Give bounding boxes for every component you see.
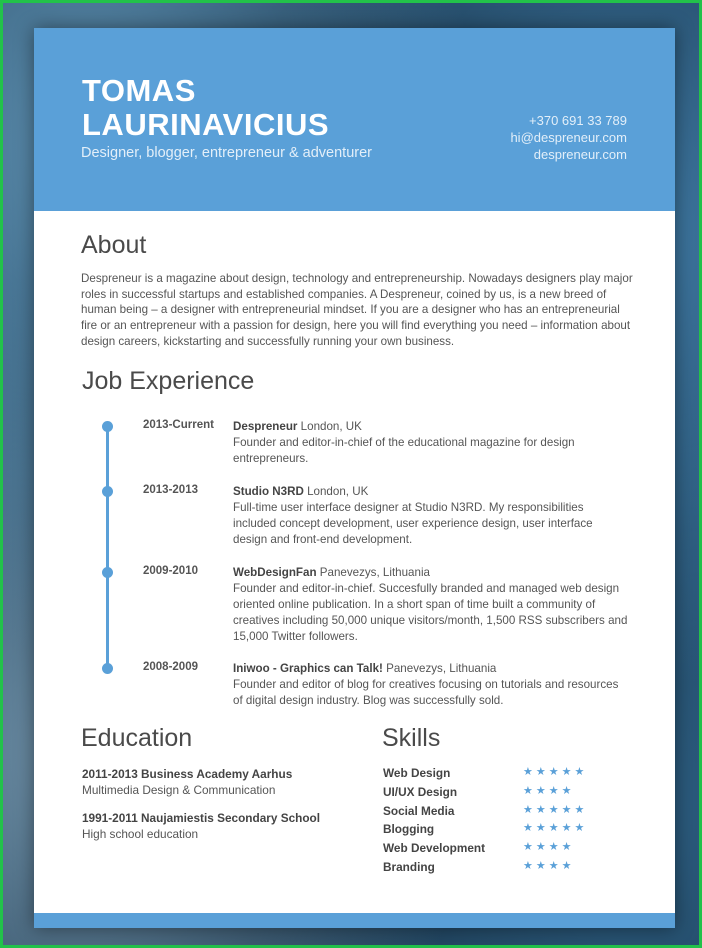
job-period: 2008-2009 xyxy=(143,661,198,673)
skill-row xyxy=(383,766,623,785)
job-period: 2013-Current xyxy=(143,419,214,431)
experience-heading: Job Experience xyxy=(82,367,255,395)
tagline: Designer, blogger, entrepreneur & adventurer xyxy=(81,145,372,161)
job-location: Panevezys, Lithuania xyxy=(319,566,430,579)
star-rating-icon: ★★★★★ xyxy=(523,766,588,778)
education-program: Multimedia Design & Communication xyxy=(82,783,276,797)
timeline-line xyxy=(106,425,109,670)
last-name: LAURINAVICIUS xyxy=(82,107,330,142)
job-body xyxy=(233,565,628,645)
star-rating-icon: ★★★★★ xyxy=(523,822,588,835)
star-rating-icon: ★★★★ xyxy=(523,859,575,872)
resume-header xyxy=(34,28,675,211)
job-body xyxy=(233,484,628,548)
skill-name: Web Development xyxy=(383,841,486,856)
education-entry xyxy=(82,766,292,798)
education-entry xyxy=(82,810,320,842)
timeline-dot xyxy=(102,486,113,497)
skill-row xyxy=(383,860,623,879)
skill-row xyxy=(383,841,623,860)
skill-row xyxy=(383,822,623,841)
contact-info xyxy=(510,112,627,163)
full-name xyxy=(82,75,329,140)
skills-list xyxy=(383,766,623,879)
timeline-dot xyxy=(102,421,113,432)
phone: +370 691 33 789 xyxy=(529,113,627,128)
job-description: Founder and editor-in-chief. Succesfully branded and managed web design oriented online publication. In a short span of time built a community of creatives including 50,000 unique visitors/month, 1,500 RSS subscribers and 15,000 Twitter followers. xyxy=(233,582,628,643)
job-location: London, UK xyxy=(307,485,369,498)
job-period: 2013-2013 xyxy=(143,484,198,496)
education-school: 2011-2013 Business Academy Aarhus xyxy=(82,767,293,781)
first-name: TOMAS xyxy=(82,73,196,108)
education-program: High school education xyxy=(82,827,199,841)
email: hi@despreneur.com xyxy=(510,130,627,145)
job-description: Full-time user interface designer at Studio N3RD. My responsibilities included concept development, user experience design, user interface design and front-end development. xyxy=(233,501,593,546)
education-school: 1991-2011 Naujamiestis Secondary School xyxy=(82,811,321,825)
job-body xyxy=(233,419,628,467)
job-company: WebDesignFan xyxy=(233,566,317,579)
star-rating-icon: ★★★★★ xyxy=(523,803,588,816)
skill-name: UI/UX Design xyxy=(383,784,458,799)
star-rating-icon: ★★★★ xyxy=(523,841,575,854)
education-heading: Education xyxy=(81,724,193,752)
job-location: London, UK xyxy=(300,420,362,433)
job-company: Studio N3RD xyxy=(233,485,304,498)
skill-name: Web Design xyxy=(383,766,451,780)
skill-name: Branding xyxy=(383,859,435,874)
job-company: Despreneur xyxy=(233,420,298,433)
skill-row xyxy=(383,804,623,823)
skill-name: Social Media xyxy=(383,803,455,818)
job-period: 2009-2010 xyxy=(143,565,198,577)
about-text: Despreneur is a magazine about design, technology and entrepreneurship. Nowadays designers play major roles in successful startups and established companies. A Despreneur, coined by us, is a new breed of human being – a designer with entrepreneurial mindset. If you are a designer who has an entrepreneurial fire or an entrepreneur with a passion for design, here you will find everything you need – information about design careers, kickstarting and successfully running your own business. xyxy=(81,272,633,348)
skills-heading: Skills xyxy=(382,724,441,752)
job-description: Founder and editor-in-chief of the educational magazine for design entrepreneurs. xyxy=(233,436,575,465)
star-rating-icon: ★★★★ xyxy=(523,784,575,797)
skill-row xyxy=(383,785,623,804)
about-heading: About xyxy=(81,231,147,259)
website: despreneur.com xyxy=(533,147,627,162)
footer-bar xyxy=(34,913,675,928)
job-location: Panevezys, Lithuania xyxy=(386,662,497,675)
skill-name: Blogging xyxy=(383,822,435,837)
timeline-dot xyxy=(102,663,113,674)
job-description: Founder and editor of blog for creatives focusing on tutorials and resources of digital design industry. Blog was successfully sold. xyxy=(233,678,619,707)
timeline-dot xyxy=(102,567,113,578)
resume-page xyxy=(34,28,675,928)
job-body xyxy=(233,661,628,709)
job-company: Iniwoo - Graphics can Talk! xyxy=(233,662,383,675)
